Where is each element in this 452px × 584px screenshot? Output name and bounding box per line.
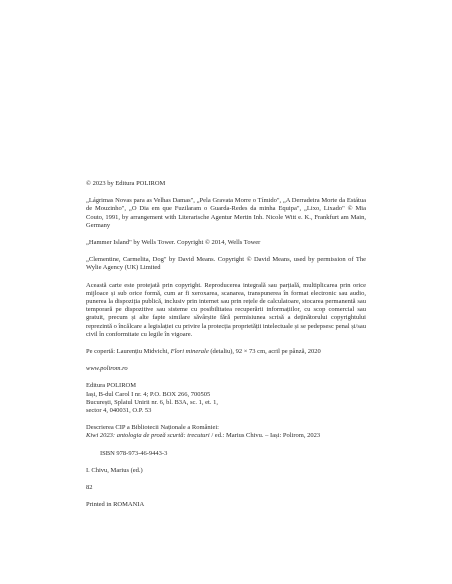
imprint-block <box>86 180 366 509</box>
cip-entry <box>86 432 366 440</box>
cip-header: Descrierea CIP a Bibliotecii Naționale a României: <box>86 424 219 432</box>
cover-credit-prefix: Pe copertă: Laurențiu Midvichi, <box>86 348 171 356</box>
cover-artwork-title: Flori minerale <box>170 348 209 356</box>
cip-book-details: / ed.: Marius Chivu. – Iași: Polirom, 2023 <box>209 432 321 440</box>
rights-paragraph-wells-tower: „Hammer Island" by Wells Tower. Copyright © 2014, Wells Tower <box>86 239 261 247</box>
address-line: Editura POLIROM <box>86 382 137 390</box>
rights-paragraph-mia-couto: „Lágrimas Novas para as Velhas Damas", „Pela Gravata Morre o Tímido", „A Derradeira Morte da Estátua de Mouzinho", „O Dia em que Fuzilaram o Guarda-Redes da minha Equipa", „Lixo, Lixado" © Mia Couto, 1991, by arrangement with Literarische Agentur Mertin Inh. Nicole Witt e. K., Frankfurt am Main, Germany <box>86 197 366 229</box>
rights-paragraph-david-means: „Clementine, Carmelita, Dog" by David Means. Copyright © David Means, used by permission of The Wylie Agency (UK) Limited <box>86 256 366 272</box>
address-line: sector 4, 040031, O.P. 53 <box>86 407 152 415</box>
publisher-address <box>86 382 366 415</box>
cover-credit <box>86 348 366 356</box>
publisher-website: www.polirom.ro <box>86 365 128 373</box>
address-line: București, Splaiul Unirii nr. 6, bl. B3A, sc. 1, et. 1, <box>86 398 218 406</box>
printed-in: Printed in ROMANIA <box>86 501 145 509</box>
cip-book-title: Kiwi 2023: antologia de proză scurtă: trecuturi <box>86 432 210 440</box>
cover-credit-suffix: (detaliu), 92 × 73 cm, acril pe pânză, 2020 <box>208 348 321 356</box>
cip-editor: I. Chivu, Marius (ed.) <box>86 466 143 474</box>
isbn: ISBN 978-973-46-9443-3 <box>100 449 168 457</box>
copyright-line: © 2023 by Editura POLIROM <box>86 180 166 187</box>
copyright-protection-notice: Această carte este protejată prin copyright. Reproducerea integrală sau parțială, multiplicarea prin orice mijloace și sub orice formă, cum ar fi xeroxarea, scanarea, transpunerea în format electronic sau audio, punerea la dispoziția publică, inclusiv prin internet sau prin rețele de calculatoare, stocarea permanentă sau temporară pe dispozitive sau sisteme cu posibilitatea recuperării informațiilor, cu scop comercial sau gratuit, precum și alte fapte similare săvârșite fără permisiunea scrisă a deținătorului copyrightului reprezintă o încălcare a legislației cu privire la protecția proprietății intelectuale și se pedepsesc penal și/sau civil în conformitate cu legile în vigoare. <box>86 281 366 338</box>
address-line: Iași, B-dul Carol I nr. 4; P.O. BOX 266, 700505 <box>86 390 211 398</box>
cip-classification: 82 <box>86 484 93 492</box>
